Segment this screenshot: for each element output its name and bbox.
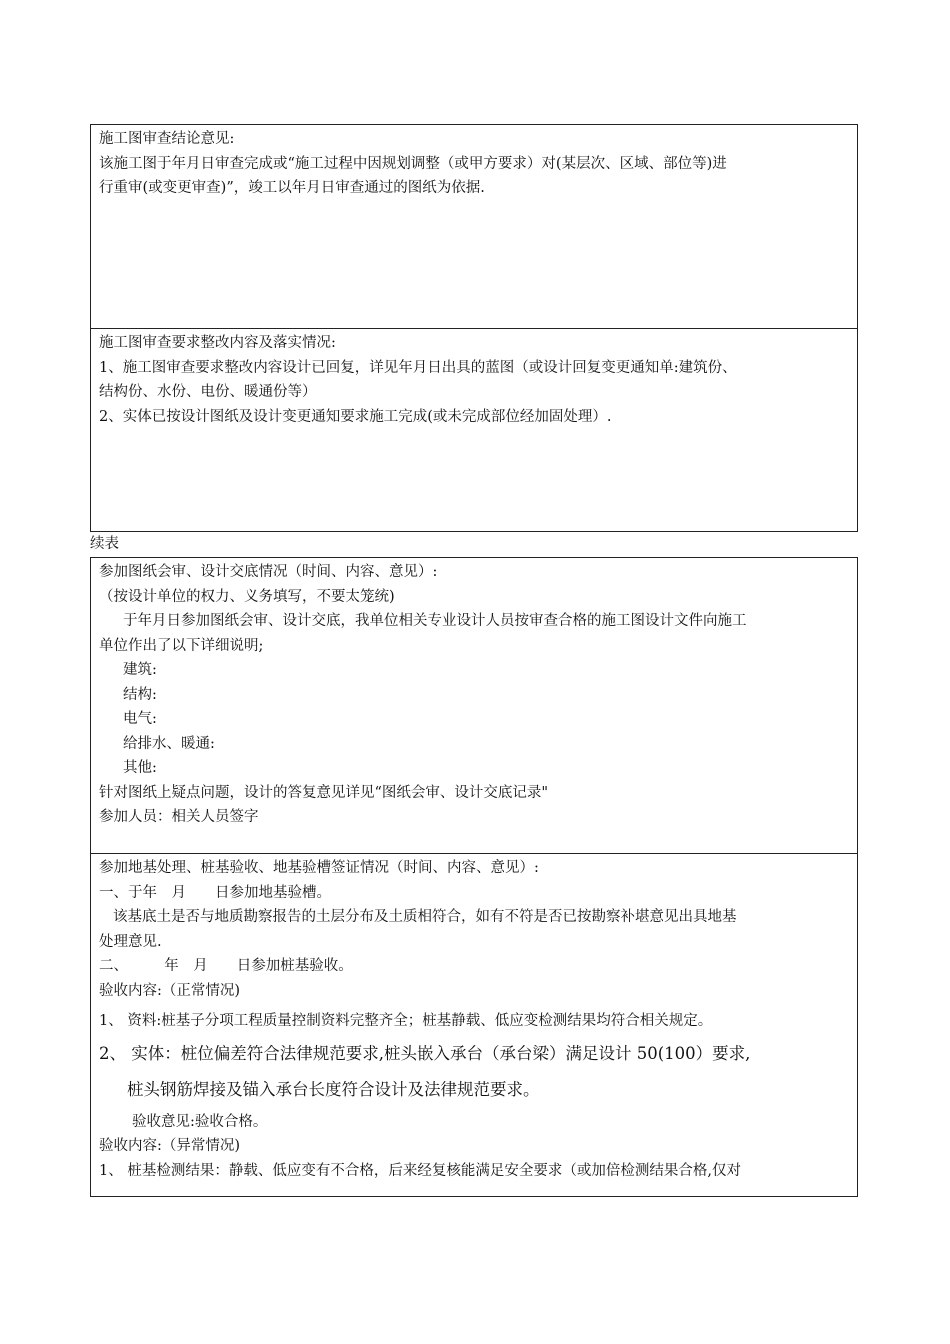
item-electrical: 电气:: [123, 711, 157, 727]
text-line: 参加人员：相关人员签字: [99, 809, 259, 825]
text-line: 该基底土是否与地质勘察报告的土层分布及土质相符合，如有不符是否已按勘察补堪意见出具地基: [113, 909, 737, 925]
text-line: 针对图纸上疑点问题，设计的答复意见详见“图纸会审、设计交底记录": [99, 784, 549, 801]
text-line: 1、 桩基检测结果：静载、低应变有不合格，后来经复核能满足安全要求（或加倍检测结果合格,仅对: [99, 1162, 741, 1179]
section-title: 施工图审查结论意见:: [99, 131, 235, 147]
text-line: 处理意见.: [99, 933, 162, 950]
item-architecture: 建筑:: [123, 662, 157, 678]
section-rectification: [90, 328, 858, 532]
item-other: 其他:: [123, 760, 157, 776]
section-title: 参加地基处理、桩基验收、地基验槽签证情况（时间、内容、意见）:: [99, 860, 539, 876]
text-line: 结构份、水份、电份、暖通份等）: [99, 384, 317, 400]
text-line: 验收意见:验收合格。: [132, 1113, 268, 1130]
text-line: 1、施工图审查要求整改内容设计已回复，详见年月日出具的蓝图（或设计回复变更通知单:建筑份、: [99, 359, 737, 376]
text-line: 行重审(或变更审查)”，竣工以年月日审查通过的图纸为依据.: [99, 180, 485, 196]
continued-label: 续表: [90, 536, 119, 552]
text-line: 二、 年 月 日参加桩基验收。: [99, 958, 353, 974]
text-line: 2、实体已按设计图纸及设计变更通知要求施工完成(或未完成部位经加固处理）.: [99, 408, 612, 425]
text-line: 验收内容:（异常情况): [99, 1138, 241, 1154]
item-hvac: 给排水、暖通:: [123, 735, 215, 752]
text-line: 一、于年 月 日参加地基验槽。: [99, 884, 331, 901]
text-line: 单位作出了以下详细说明;: [99, 637, 264, 654]
note-line: （按设计单位的权力、义务填写，不要太笼统): [99, 588, 395, 605]
text-line: 桩头钢筋焊接及锚入承台长度符合设计及法律规范要求。: [127, 1079, 540, 1099]
section-design-briefing: [90, 557, 858, 854]
section-foundation-acceptance: [90, 853, 858, 1197]
section-drawing-review-conclusion: [90, 124, 858, 329]
text-line: 验收内容:（正常情况): [99, 982, 241, 999]
text-line: 于年月日参加图纸会审、设计交底，我单位相关专业设计人员按审查合格的施工图设计文件向施工: [123, 613, 747, 629]
text-line: 该施工图于年月日审查完成或“施工过程中因规划调整（或甲方要求）对(某层次、区域、部位等)进: [99, 155, 727, 172]
section-title: 施工图审查要求整改内容及落实情况:: [99, 335, 336, 351]
text-line: 1、 资料:桩基子分项工程质量控制资料完整齐全；桩基静载、低应变检测结果均符合相关规定。: [99, 1013, 713, 1029]
section-title: 参加图纸会审、设计交底情况（时间、内容、意见）:: [99, 564, 438, 580]
text-line: 2、 实体：桩位偏差符合法律规范要求,桩头嵌入承台（承台梁）满足设计 50(100）要求,: [99, 1043, 751, 1063]
item-structure: 结构:: [123, 686, 157, 703]
